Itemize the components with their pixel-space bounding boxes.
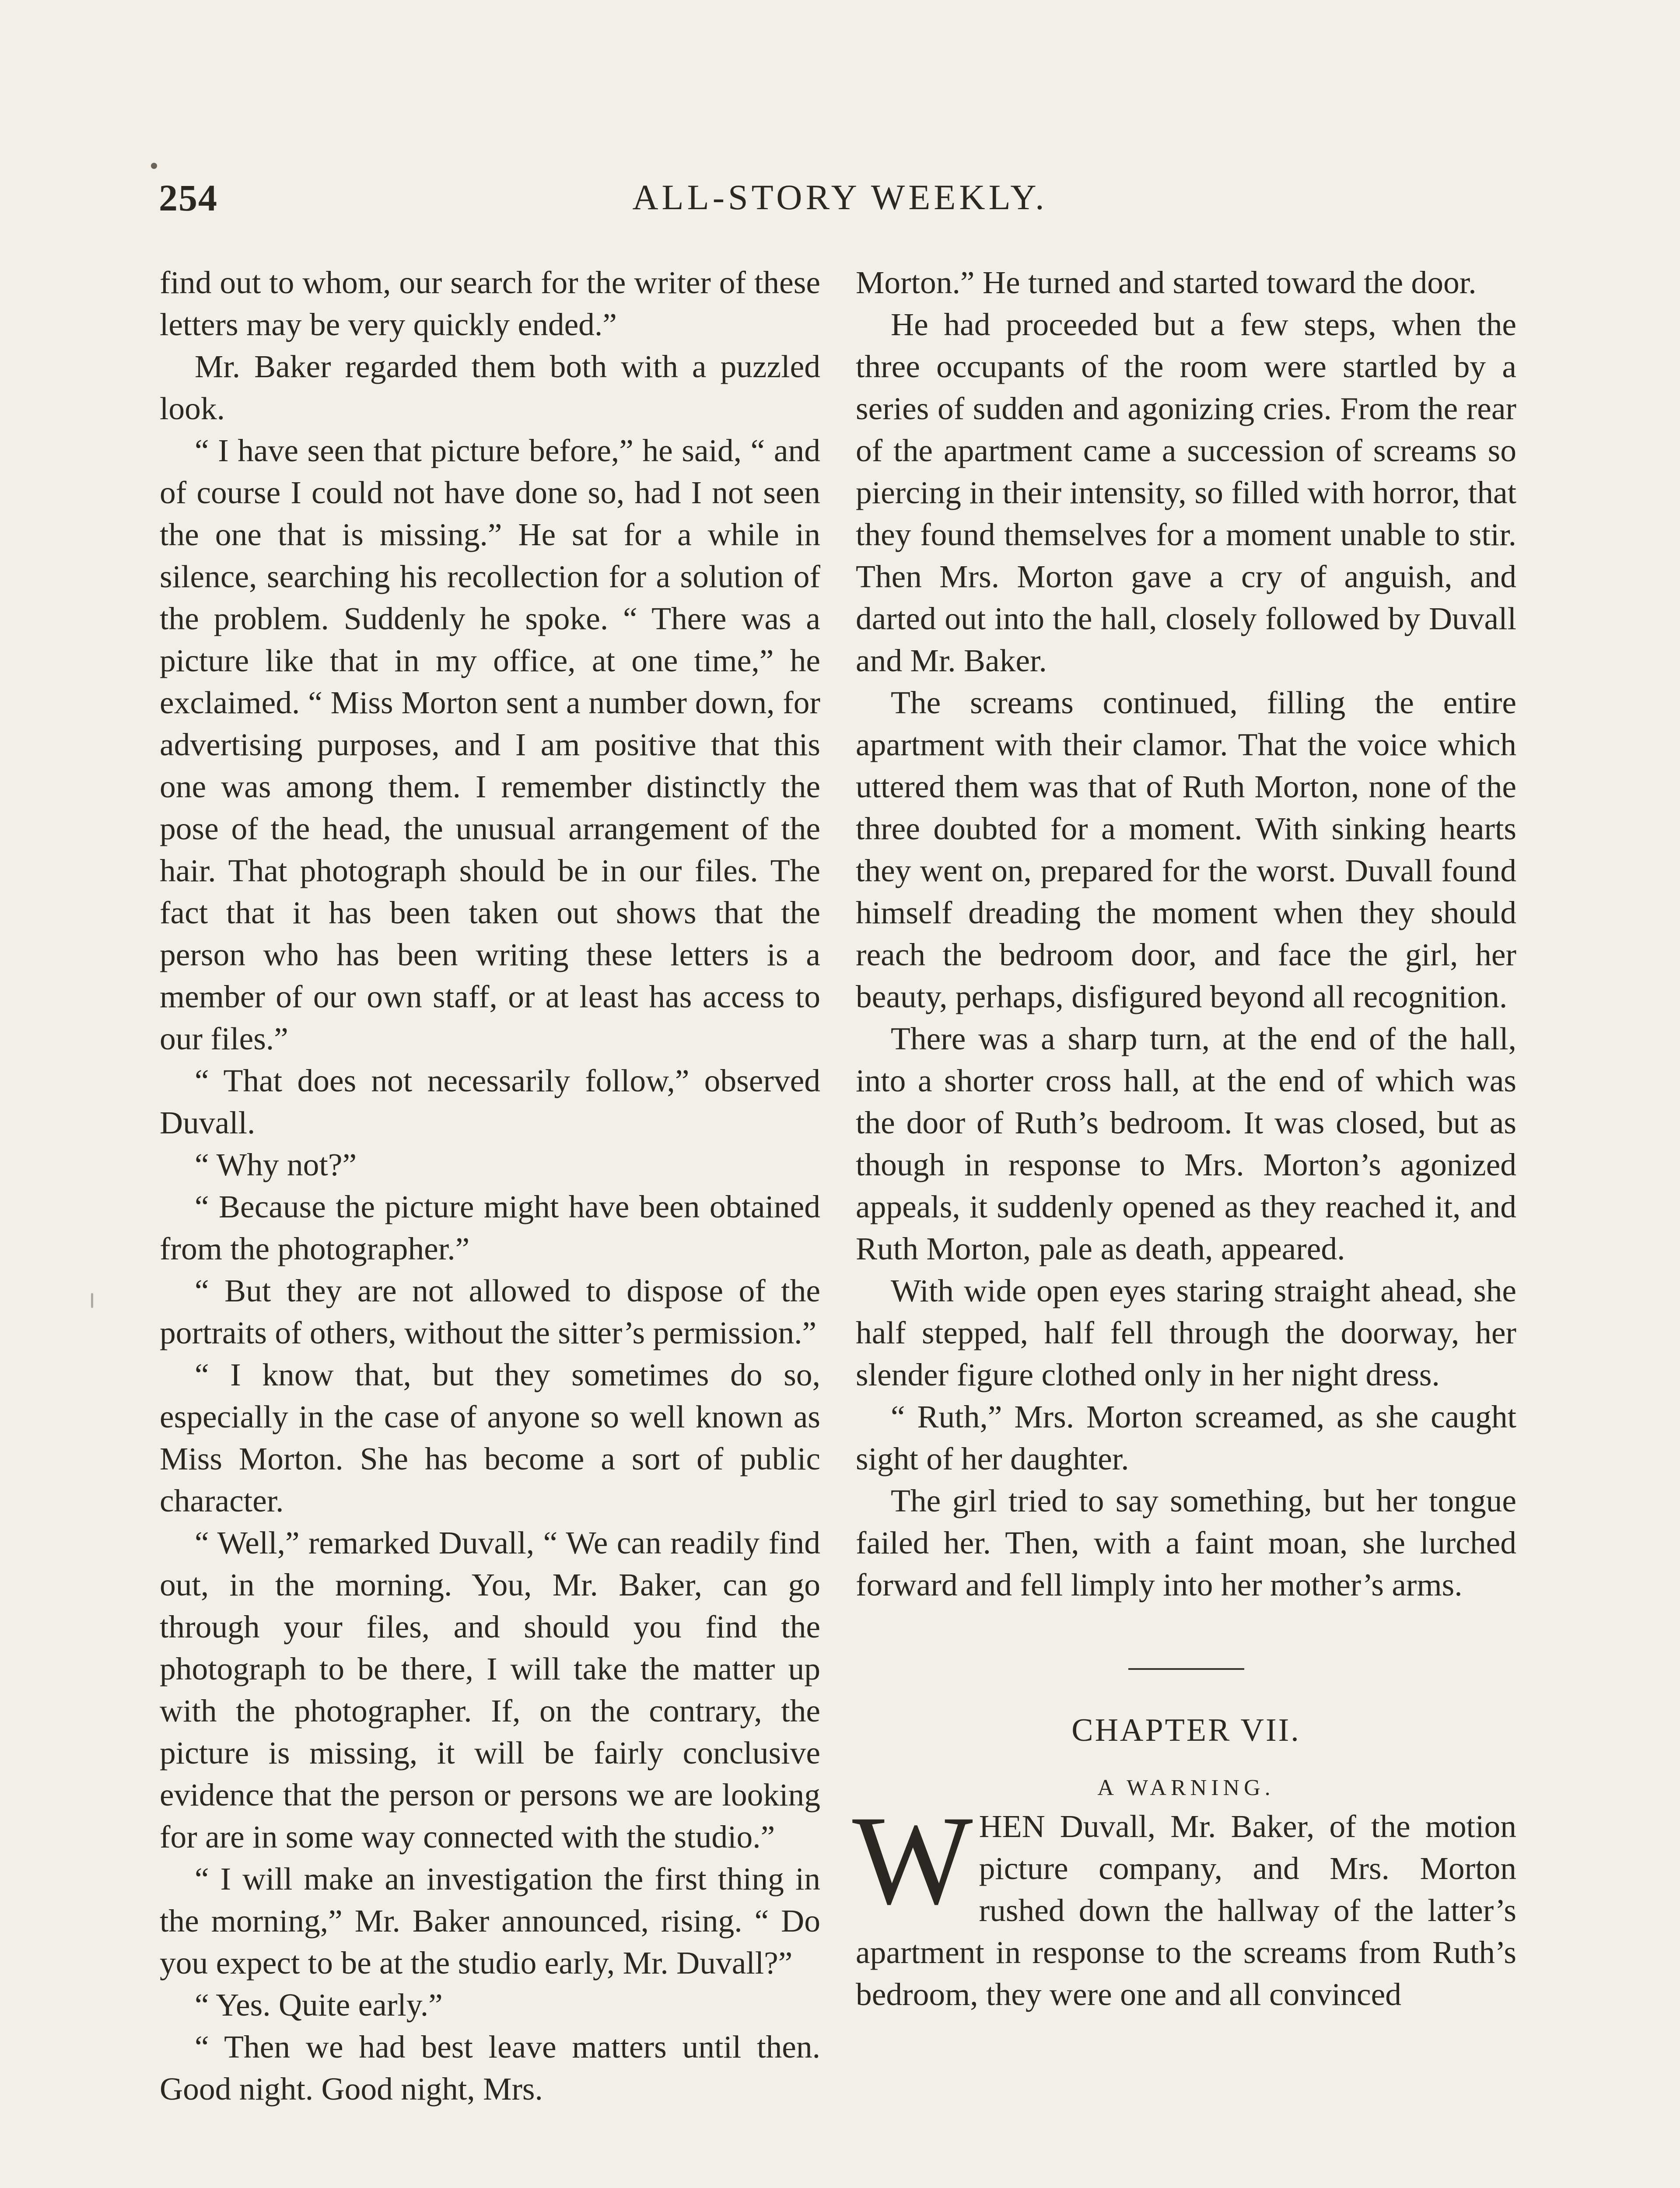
chapter-opening-text: HEN Duvall, Mr. Baker, of the motion picture company, and Mrs. Morton rushed down the hallway of the latter’s apartment in response to the screams from Ruth’s bedroom, they were one and all convinced: [856, 1809, 1516, 2012]
chapter-subtitle: A WARNING.: [1097, 1775, 1275, 1800]
paragraph: “ Why not?”: [195, 1147, 357, 1182]
paragraph: The screams continued, filling the entire apartment with their clamor. That the voice which uttered them was that of Ruth Morton, none of the three doubted for a moment. With sinking hearts they went on, prepared for the worst. Duvall found himself dreading the moment when they should reach the bedroom door, and face the girl, her beauty, perhaps, disfigured beyond all recognition.: [856, 685, 1516, 1014]
paragraph: “ That does not necessarily follow,” observed Duvall.: [160, 1063, 820, 1140]
paragraph: “ Yes. Quite early.”: [195, 1987, 443, 2023]
left-column: [160, 262, 820, 2110]
paragraph: “ Well,” remarked Duvall, “ We can readily find out, in the morning. You, Mr. Baker, can go through your files, and should you find the photograph to be there, I will take the matter up with the photographer. If, on the contrary, the picture is missing, it will be fairly conclusive evidence that the person or persons we are looking for are in some way connected with the studio.”: [160, 1525, 820, 1855]
paragraph: There was a sharp turn, at the end of the hall, into a shorter cross hall, at the end of which was the door of Ruth’s bedroom. It was closed, but as though in response to Mrs. Morton’s agonized appeals, it suddenly opened as they reached it, and Ruth Morton, pale as death, appeared.: [856, 1021, 1516, 1266]
section-divider: [1128, 1668, 1244, 1670]
paragraph: Morton.” He turned and started toward the door.: [856, 265, 1477, 300]
paragraph: “ Because the picture might have been obtained from the photographer.”: [160, 1189, 820, 1266]
paragraph: “ I will make an investigation the first thing in the morning,” Mr. Baker announced, rising. “ Do you expect to be at the studio early, Mr. Duvall?”: [160, 1861, 820, 1981]
paragraph: With wide open eyes staring straight ahead, she half stepped, half fell through the doorway, her slender figure clothed only in her night dress.: [856, 1273, 1516, 1392]
chapter-opening-paragraph: [852, 1790, 1516, 2016]
running-head: ALL-STORY WEEKLY.: [632, 177, 1048, 217]
paragraph: “ I know that, but they sometimes do so, especially in the case of anyone so well known as Miss Morton. She has become a sort of public character.: [160, 1357, 820, 1518]
ink-speck: [151, 163, 157, 169]
right-column: [852, 262, 1516, 2016]
paragraph: “ Then we had best leave matters until then. Good night. Good night, Mrs.: [160, 2029, 820, 2107]
paragraph: “ Ruth,” Mrs. Morton screamed, as she caught sight of her daughter.: [856, 1399, 1516, 1476]
paragraph: find out to whom, our search for the writer of these letters may be very quickly ended.”: [160, 265, 820, 342]
paragraph: “ I have seen that picture before,” he said, “ and of course I could not have done so, had I not seen the one that is missing.” He sat for a while in silence, searching his recollection for a solution of the problem. Suddenly he spoke. “ There was a picture like that in my office, at one time,” he exclaimed. “ Miss Morton sent a number down, for advertising purposes, and I am positive that this one was among them. I remember distinctly the pose of the head, the unusual arrangement of the hair. That photograph should be in our files. The fact that it has been taken out shows that the person who has been writing these letters is a member of our own staff, or at least has access to our files.”: [160, 433, 820, 1056]
page-number: 254: [159, 177, 218, 219]
chapter-heading: CHAPTER VII.: [1071, 1712, 1301, 1748]
paragraph: Mr. Baker regarded them both with a puzzled look.: [160, 349, 820, 426]
paragraph: He had proceeded but a few steps, when the three occupants of the room were startled by a series of sudden and agonizing cries. From the rear of the apartment came a succession of screams so piercing in their intensity, so filled with horror, that they found themselves for a moment unable to stir. Then Mrs. Morton gave a cry of anguish, and darted out into the hall, closely followed by Duvall and Mr. Baker.: [856, 307, 1516, 678]
paragraph: “ But they are not allowed to dispose of the portraits of others, without the sitter’s permission.”: [160, 1273, 820, 1350]
paragraph: The girl tried to say something, but her tongue failed her. Then, with a faint moan, she lurched forward and fell limply into her mother’s arms.: [856, 1483, 1516, 1602]
drop-cap: W: [852, 1790, 973, 1931]
ink-speck: [91, 1293, 93, 1308]
